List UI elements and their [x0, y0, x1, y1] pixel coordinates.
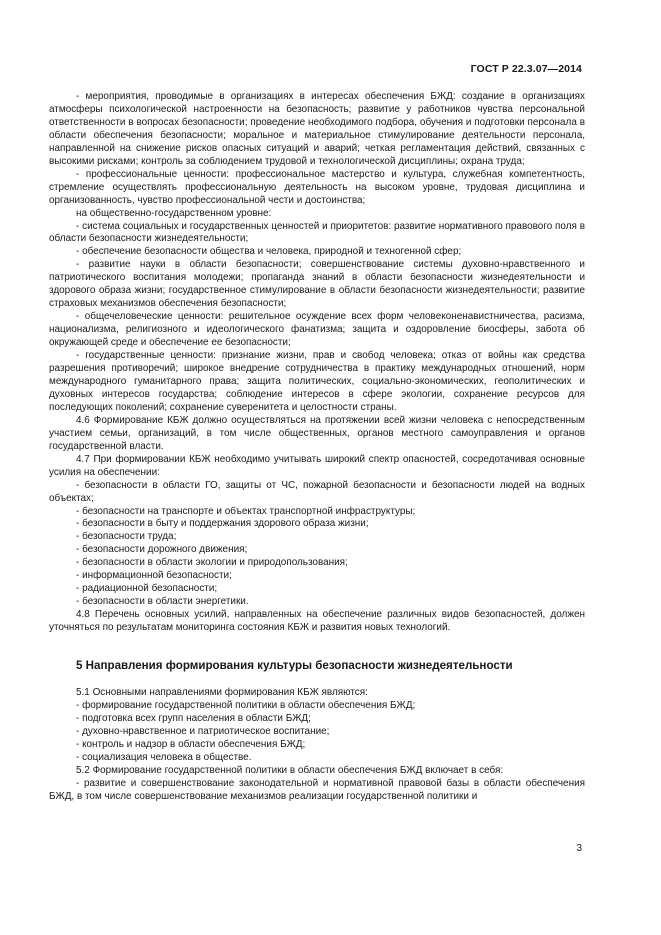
list-item: - радиационной безопасности; — [76, 583, 218, 595]
list-item: - безопасности в области энергетики. — [76, 596, 249, 608]
standard-header: ГОСТ Р 22.3.07—2014 — [470, 63, 582, 75]
page-number: 3 — [576, 843, 582, 854]
list-item: - контроль и надзор в области обеспечения БЖД; — [76, 738, 306, 750]
paragraph: 4.7 При формировании КБЖ необходимо учитывать широкий спектр опасностей, сосредотачивая основные усилия на обеспечении: — [49, 453, 585, 478]
list-item: - безопасности в области экологии и природопользования; — [76, 557, 348, 569]
paragraph: 5.2 Формирование государственной политики в области обеспечения БЖД включает в себя: — [76, 764, 504, 776]
list-item: - безопасности труда; — [76, 531, 177, 543]
paragraph: - профессиональные ценности: профессиональное мастерство и культура, служебная компетентность, стремление осуществлять профессиональную деятельность на высоком уровне, трудовая дисциплина и организованность, чувство профессиональной чести и достоинства; — [49, 168, 585, 206]
section-heading: 5 Направления формирования культуры безопасности жизнедеятельности — [76, 659, 513, 673]
list-item: - безопасности в области ГО, защиты от ЧС, пожарной безопасности и безопасности людей на водных объектах; — [49, 479, 585, 504]
list-item: - безопасности на транспорте и объектах транспортной инфраструктуры; — [76, 505, 416, 517]
list-item: - формирование государственной политики в области обеспечения БЖД; — [76, 699, 416, 711]
paragraph: 4.6 Формирование КБЖ должно осуществляться на протяжении всей жизни человека с непосредственным участием семьи, организаций, в том числе общественных, органов местного самоуправления и органов государственной власти. — [49, 414, 585, 452]
paragraph: на общественно-государственном уровне: — [76, 207, 272, 219]
list-item: - информационной безопасности; — [76, 570, 232, 582]
paragraph: - система социальных и государственных ценностей и приоритетов: развитие нормативного правового поля в области безопасности жизнедеятельности; — [49, 220, 585, 245]
paragraph: - развитие науки в области безопасности; совершенствование системы духовно-нравственного и патриотического воспитания молодежи; пропаганда знаний в области безопасности жизнедеятельности и здорового образа жизни; государственное стимулирование в области безопасности жизнедеятельности; развитие страховых механизмов обеспечения безопасности; — [49, 259, 585, 310]
list-item: - безопасности дорожного движения; — [76, 544, 248, 556]
paragraph: 5.1 Основными направлениями формирования КБЖ являются: — [76, 687, 368, 699]
list-item: - подготовка всех групп населения в области БЖД; — [76, 712, 311, 724]
paragraph: - государственные ценности: признание жизни, прав и свобод человека; отказ от войны как средства разрешения противоречий; широкое внедрение сотрудничества в практику международных отношений, норм международного гуманитарного права; защита политических, социально-экономических, геополитических и духовных интересов государства; соблюдение интересов в сфере экологии, сохранение ресурсов для последующих поколений; сохранение суверенитета и целостности страны. — [49, 350, 585, 413]
list-item: - безопасности в быту и поддержания здорового образа жизни; — [76, 518, 369, 530]
list-item: - духовно-нравственное и патриотическое воспитание; — [76, 725, 330, 737]
paragraph: - общечеловеческие ценности: решительное осуждение всех форм человеконенавистничества, расизма, национализма, религиозного и идеологического фанатизма; защита и оздоровление биосферы, забота об окружающей среде и обеспечение ее безопасности; — [49, 311, 585, 349]
paragraph: - мероприятия, проводимые в организациях в интересах обеспечения БЖД: создание в организациях атмосферы психологической настроенности на безопасность; развитие у работников чувства персональной ответственности в вопросах безопасности; проведение необходимого подбора, обучения и подготовки персонала в области обеспечения безопасности; моральное и материальное стимулирование деятельности персонала, направленной на снижение рисков опасных ситуаций и аварий; четкая регламентация действий, связанных с высокими рисками; контроль за соблюдением трудовой и технологической дисциплины; охрана труда; — [49, 91, 585, 167]
list-item: - развитие и совершенствование законодательной и нормативной правовой базы в области обеспечения БЖД, в том числе совершенствование механизмов реализации государственной политики и — [49, 777, 585, 802]
paragraph: 4.8 Перечень основных усилий, направленных на обеспечение различных видов безопасностей, должен уточняться по результатам мониторинга состояния КБЖ и развития новых технологий. — [49, 609, 585, 634]
paragraph: - обеспечение безопасности общества и человека, природной и техногенной сфер; — [76, 246, 462, 258]
list-item: - социализация человека в обществе. — [76, 751, 252, 763]
document-body — [49, 91, 585, 804]
